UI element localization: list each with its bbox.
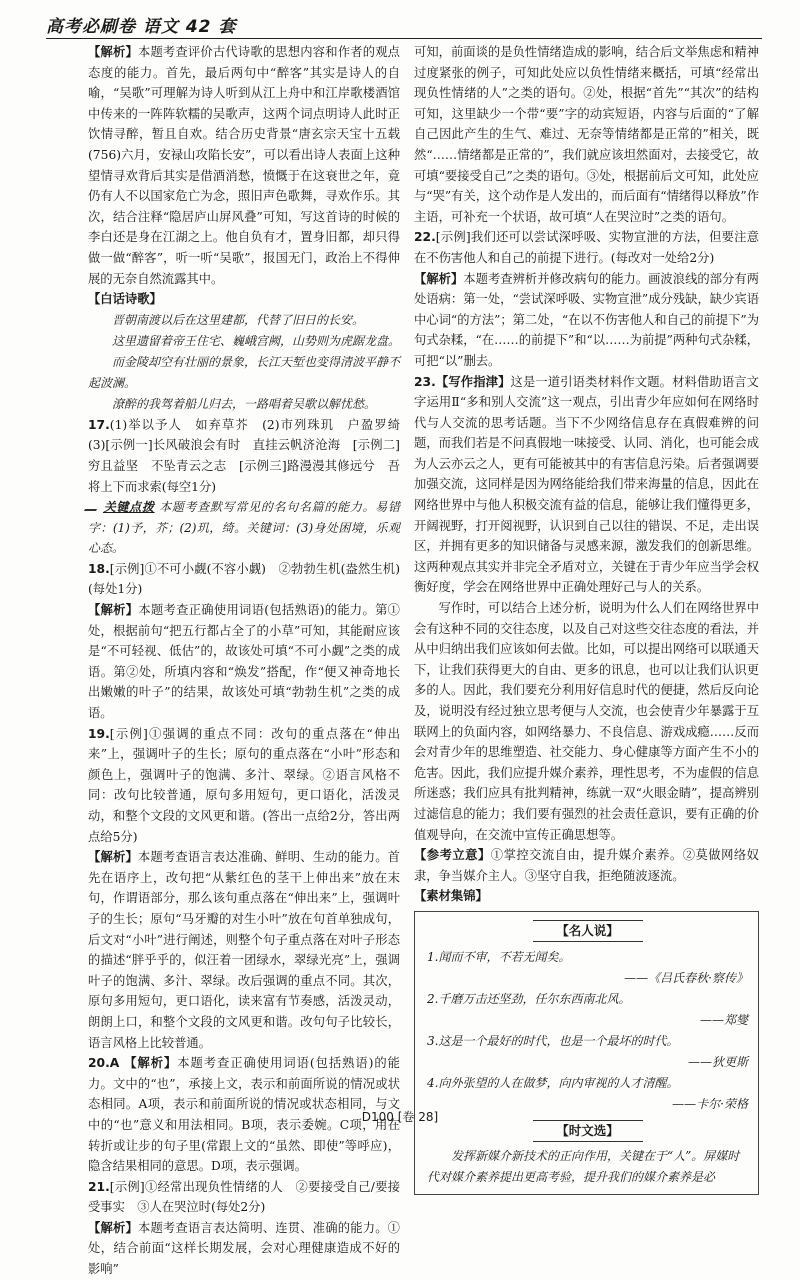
question-21-analysis-continued: 可知，前面谈的是负性情绪造成的影响，结合后文举焦虑和精神过度紧张的例子，可知此处应以负性情绪来概括，可填“经常出现负性情绪的人”之类的语句。②处，根据“首先”“其次”的结构可知，这里缺少一个带“要”字的动宾短语，内容与后面的“了解自己因此产生的生气、难过、无奈等情绪都是正常的”相关，既然“……情绪都是正常的”，我们就应该坦然面对，去接受它，故可填“要接受自己”之类的语句。③处，根据前后文可知，此处应与“哭”有关，这个动作是人发出的，而后面有“情绪得以释放”作主语，可补充一个状语，故可填“人在哭泣时”之类的语句。: [414, 45, 759, 224]
quote-text: 1.闻而不审，不若无闻矣。: [427, 949, 571, 964]
poem-line: 潦醉的我驾着船儿归去，一路唱着吴歌以解忧愁。: [112, 396, 377, 411]
question-23-intent: 【参考立意】①掌控交流自由，提升媒介素养。②莫做网络奴隶，争当媒介主人。③坚守自我，拒绝随波逐流。: [414, 848, 759, 883]
poem-line: 这里遗留着帝王住宅、巍峨宫阙，山势则为虎踞龙盘。: [112, 333, 401, 348]
quote-source: ——郑燮: [699, 1012, 748, 1027]
quote-text: 4.向外张望的人在做梦，向内审视的人才清醒。: [427, 1075, 679, 1090]
pen-icon: [84, 497, 104, 511]
header-title: 高考必刷卷 语文 42 套: [46, 17, 237, 37]
quote-source: ——狄更斯: [687, 1054, 748, 1069]
essay-text: 发挥新媒介新技术的正向作用，关键在于“人”。屏媒时代对媒介素养提出更高考验，提升我们的媒介素养是必: [427, 1148, 740, 1184]
quotes-title: 【名人说】: [533, 920, 643, 942]
analysis-16: 【解析】本题考查评价古代诗歌的思想内容和作者的观点态度的能力。首先，最后两句中“醉客”其实是诗人的自喻，“吴歌”可理解为诗人听到从江上舟中和江岸歌楼酒馆中传来的一阵阵软糯的吴歌声，这两个词点明诗人此时正饮情寻醉，暂且自欢。结合历史背景“唐玄宗天宝十五载(756)六月，安禄山攻陷长安”，可以看出诗人表面上这种望情寻欢背后其实是借酒消愁，愤慨于在这衰世之年，竟仍有人不以国家危亡为念，照旧声色歌舞，寻欢作乐。其次，结合注释“隐居庐山屏风叠”可知，写这首诗的时候的李白还是身在江湖之上。他自负有才，置身旧都，却只得做一做“醉客”，听一听“吴歌”，报国无门，政治上不得伸展的无奈自然流露其中。: [88, 45, 400, 286]
question-19-answer: 19.[示例]①强调的重点不同：改句的重点落在“伸出来”上，强调叶子的生长；原句的重点落在“小叶”形态和颜色上，强调叶子的饱满、多汁、翠绿。②语言风格不同：改句比较普通，原句多用短句，更口语化，活泼灵动，和整个文段的文风更和谐。(答出一点给2分，答出两点给5分): [88, 726, 400, 844]
quote-text: 2.千磨万击还坚劲，任尔东西南北风。: [427, 991, 631, 1006]
question-18-answer: 18.[示例]①不可小觑(不容小觑) ②勃勃生机(盎然生机)(每处1分): [88, 561, 400, 597]
poem-heading: 【白话诗歌】: [88, 292, 162, 307]
header-rule: [46, 38, 762, 39]
question-17-answer: 17.(1)举以予人 如弃草芥 (2)市列珠玑 户盈罗绮 (3)[示例一]长风破浪会有时 直挂云帆济沧海 [示例二]穷且益坚 不坠青云之志 [示例三]路漫漫其修远兮 吾将上下而求索(每空1分): [88, 417, 413, 494]
quote-source: ——卡尔·荣格: [672, 1096, 748, 1111]
poem-line: 而金陵却空有壮丽的景象，长江天堑也变得清波平静不起波澜。: [88, 354, 401, 390]
right-column: [414, 42, 759, 1195]
question-21-analysis: 【解析】本题考查语言表达简明、连贯、准确的能力。①处，结合前面“这样长期发展，会对心理健康造成不好的影响”: [88, 1220, 400, 1277]
question-18-analysis: 【解析】本题考查正确使用词语(包括熟语)的能力。第①处，根据前句“把五行都占全了的小草”可知，其能耐应该是“不可轻视、低估”的，故该处可填“不可小觑”之类的成语。第②处，所填内容和“焕发”搭配，作“便又神奇地长出嫩嫩的叶子”的结果，故该处可填“勃勃生机”之类的成语。: [88, 603, 400, 721]
question-23-guide: 23.【写作指津】这是一道引语类材料作文题。材料借助语言文字运用Ⅱ“多和别人交流”这一观点，引出青少年应如何在网络时代与人交流的思考话题。当下不少网络信息存在真假难辨的问题，而我们若是不问真假地一味接受、认同、消化，也可能会成为人云亦云之人，更有可能被其中的有害信息污染。后者强调要加强交流，这同样是因为网络能给我们带来海量的信息，因此在网络世界中与他人积极交流有益的信息，能够让我们懂得更多，开阔视野，打开阅视野，认识到自己以往的错误、不足，走出误区，并拥有更多的知识储备与灵感来源，激发我们的创新思维。这两种观点其实并非完全矛盾对立，关键在于青少年应当学会权衡好度，学会在网络世界中正确处理好己与人的关系。: [414, 374, 759, 595]
material-heading: 【素材集锦】: [414, 889, 488, 904]
quote-source: ——《吕氏春秋·察传》: [624, 970, 748, 985]
poem-translation: [88, 310, 400, 415]
quote-text: 3.这是一个最好的时代，也是一个最坏的时代。: [427, 1033, 679, 1048]
poem-line: 晋朝南渡以后在这里建都，代替了旧日的长安。: [112, 312, 365, 327]
left-column: [88, 42, 413, 1280]
question-20: 20.A 【解析】本题考查正确使用词语(包括熟语)的能力。文中的“也”，承接上文，表示和前面所说的情况或状态相同。A项，表示和前面所说的情况或状态相同，与文中的“也”意义和用法相同。B项，表示委婉。C项，用在转折或让步的句子里(常跟上文的“虽然、即使”等呼应)，隐含结果相同的意思。D项，表示强调。: [88, 1056, 400, 1174]
question-23-guide-2: 写作时，可以结合上述分析，说明为什么人们在网络世界中会有这种不同的交往态度，以及自己对这些交往态度的看法，并从中归纳出我们应该如何去做。比如，可以提出网络可以联通天下，让我们获得更大的自由、更多的讯息，也可以让我们认识更多的人。因此，我们要充分利用好信息时代的便捷，然后反向论及，说明没有经过独立思考便与人交流，也会使青少年暴露于互联网上的负面内容，如网络暴力、不良信息、游戏成瘾……反而会对青少年的思维塑造、社交能力、身心健康等方面产生不小的危害。因此，我们应提升媒介素养，理性思考，不为虚假的信息所迷惑；我们应具有批判精神，练就一双“火眼金睛”，提高辨别过滤信息的能力；我们要有强烈的社会责任意识，要有正确的价值观导向，在交流中宣传正确思想等。: [414, 601, 759, 842]
essay-title: 【时文选】: [533, 1120, 643, 1142]
question-21-answer: 21.[示例]①经常出现负性情绪的人 ②要接受自己/要接受事实 ③人在哭泣时(每处2分): [88, 1179, 400, 1215]
question-22-analysis: 【解析】本题考查辨析并修改病句的能力。画波浪线的部分有两处语病：第一处，“尝试深呼吸、实物宣泄”成分残缺，缺少宾语中心词“的方法”；第二处，“在以不伤害他人和自己的前提下”为句式杂糅，“在……的前提下”和“以……为前提”两种句式杂糅，可把“以”删去。: [414, 271, 759, 368]
question-19-analysis: 【解析】本题考查语言表达准确、鲜明、生动的能力。首先在语序上，改句把“从紫红色的茎干上伸出来”放在末句，作谓语部分，那么该句重点落在“伸出来”上，强调叶子的生长；原句“马牙瓣的对生小叶”放在句首单独成句，后文对“小叶”进行阐述，则整个句子重点落在对叶子形态的描述“胖乎乎的，似汪着一团绿水，翠绿光亮”上，强调叶子的饱满、多汁、翠绿。改后强调的重点不同。其次，原句多用短句，更口语化，读来富有节奏感，活泼灵动，朗朗上口，和整个文段的文风更和谐。改句句子比较长，语言风格上比较普通。: [88, 850, 400, 1050]
material-box: [414, 911, 759, 1195]
question-17-keypoint: 关键点拨 本题考查默写常见的名句名篇的能力。易错字：(1)予，芥；(2)玑，绮。关键词：(3)身处困境，乐观心态。: [88, 497, 400, 559]
page-number: D100 [卷 28]: [361, 1110, 439, 1124]
question-22-answer: 22.[示例]我们还可以尝试深呼吸、实物宣泄的方法，但要注意在不伤害他人和自己的前提下进行。(每改对一处给2分): [414, 230, 759, 265]
